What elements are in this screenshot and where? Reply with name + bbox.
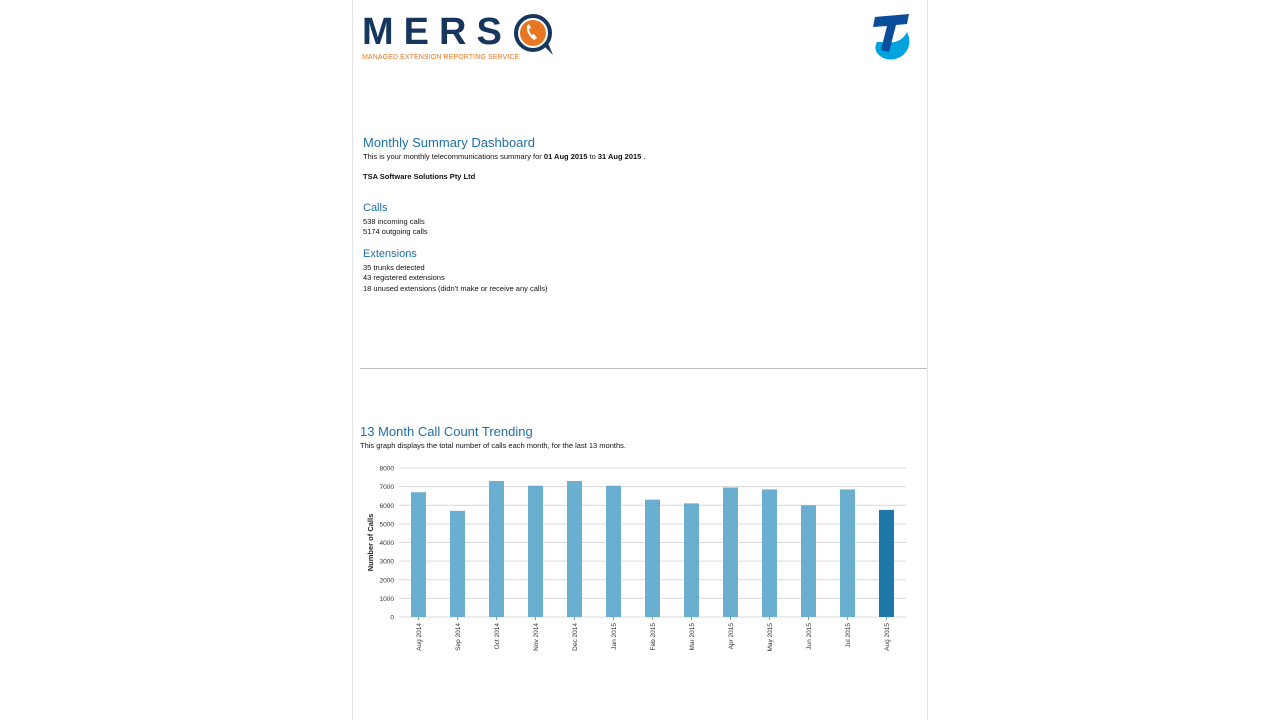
y-tick-label: 8000 — [379, 465, 394, 473]
unused-extensions: 18 unused extensions (didn't make or receive any calls) — [363, 284, 548, 293]
trend-title: 13 Month Call Count Trending — [360, 424, 533, 439]
intro-suffix: . — [643, 152, 646, 161]
bar — [801, 505, 816, 617]
x-tick-label: Mar 2015 — [689, 623, 696, 651]
x-tick-label: Jun 2015 — [806, 623, 813, 650]
x-tick-label: Aug 2015 — [884, 623, 891, 651]
date-from: 01 Aug 2015 — [543, 152, 588, 161]
bar — [762, 489, 777, 617]
bar — [606, 486, 621, 617]
phone-bubble-icon — [512, 12, 558, 58]
trunks-detected: 35 trunks detected — [363, 263, 425, 272]
registered-extensions: 43 registered extensions — [363, 273, 445, 282]
bar — [684, 503, 699, 617]
logo-wordmark: MERS — [362, 11, 512, 53]
report-page — [352, 0, 928, 720]
x-tick-label: Aug 2014 — [416, 623, 423, 651]
bar — [723, 488, 738, 617]
merso-logo — [362, 10, 552, 66]
y-tick-label: 6000 — [379, 502, 394, 510]
y-tick-label: 1000 — [379, 595, 394, 603]
y-tick-label: 7000 — [379, 484, 394, 492]
y-tick-label: 2000 — [379, 577, 394, 585]
x-tick-label: Jul 2015 — [845, 623, 852, 648]
page-title: Monthly Summary Dashboard — [363, 135, 535, 150]
x-tick-label: Dec 2014 — [572, 623, 579, 651]
section-divider — [360, 368, 927, 369]
x-tick-label: Feb 2015 — [650, 623, 657, 651]
trend-description: This graph displays the total number of calls each month, for the last 13 months. — [360, 441, 626, 450]
x-tick-label: Apr 2015 — [728, 623, 735, 650]
bar — [840, 489, 855, 617]
bar — [879, 510, 894, 617]
bar — [450, 511, 465, 617]
x-tick-label: Jan 2015 — [611, 623, 618, 650]
intro-prefix: This is your monthly telecommunications summary for — [363, 152, 542, 161]
y-tick-label: 0 — [390, 614, 394, 622]
bar — [489, 481, 504, 617]
bar — [645, 500, 660, 617]
y-tick-label: 4000 — [379, 540, 394, 547]
company-name: TSA Software Solutions Pty Ltd — [363, 172, 476, 181]
bar — [528, 486, 543, 617]
x-tick-label: Nov 2014 — [533, 623, 540, 651]
outgoing-calls: 5174 outgoing calls — [363, 227, 428, 236]
calls-heading: Calls — [363, 202, 388, 214]
bar — [411, 492, 426, 617]
date-to: 31 Aug 2015 — [597, 152, 642, 161]
x-tick-label: May 2015 — [767, 623, 774, 652]
x-tick-label: Oct 2014 — [494, 623, 501, 650]
telstra-logo-icon — [869, 12, 913, 62]
call-count-chart — [353, 458, 927, 668]
y-axis-label: Number of Calls — [366, 513, 375, 572]
to-word: to — [589, 152, 596, 161]
incoming-calls: 538 incoming calls — [363, 217, 425, 226]
extensions-heading: Extensions — [363, 248, 417, 260]
y-tick-label: 3000 — [379, 558, 394, 566]
y-tick-label: 5000 — [379, 521, 394, 529]
bar — [567, 481, 582, 617]
logo-tagline: MANAGED EXTENSION REPORTING SERVICE — [362, 54, 520, 61]
x-tick-label: Sep 2014 — [455, 623, 462, 651]
summary-intro — [363, 152, 646, 162]
